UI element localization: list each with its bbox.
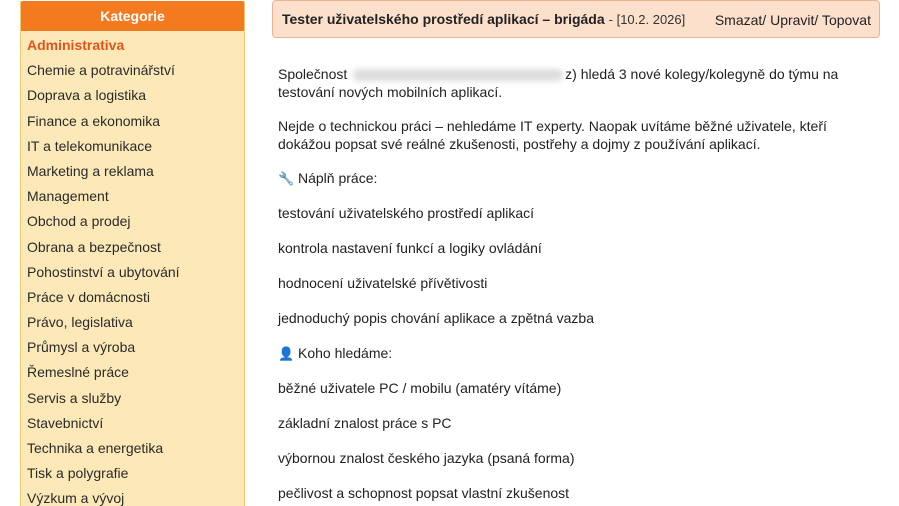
section-candidates-title	[278, 336, 880, 371]
list-item: základní znalost práce s PC	[278, 415, 452, 431]
intro-paragraph	[278, 66, 880, 101]
sidebar-item-prumysl[interactable]: Průmysl a výroba	[27, 339, 136, 356]
sidebar-header: Kategorie	[21, 1, 244, 31]
sidebar-item-tisk[interactable]: Tisk a polygrafie	[27, 465, 129, 482]
sidebar-item-domacnost[interactable]: Práce v domácnosti	[27, 288, 150, 305]
list-item: jednoduchý popis chování aplikace a zpětná vazba	[278, 310, 594, 326]
list-item: hodnocení uživatelské přívětivosti	[278, 275, 488, 291]
description-paragraph: Nejde o technickou práci – nehledáme IT experty. Naopak uvítáme běžné uživatele, kteří dokážou popsat své reálné zkušenosti, postřehy a dojmy z používání aplikací.	[278, 118, 827, 152]
list-item: kontrola nastavení funkcí a logiky ovládání	[278, 240, 542, 256]
edit-link[interactable]: Upravit/	[770, 12, 819, 28]
job-title: Tester uživatelského prostředí aplikací – brigáda	[282, 11, 605, 27]
sidebar-item-it[interactable]: IT a telekomunikace	[27, 137, 153, 154]
sidebar-item-marketing[interactable]: Marketing a reklama	[27, 162, 154, 179]
list-item: pečlivost a schopnost popsat vlastní zkušenost	[278, 485, 570, 501]
sidebar-item-remeslne[interactable]: Řemeslné práce	[27, 364, 129, 381]
section-candidates-label: Koho hledáme:	[298, 345, 393, 361]
delete-link[interactable]: Smazat/	[714, 12, 767, 28]
sidebar-item-management[interactable]: Management	[27, 188, 109, 205]
wrench-icon: 🔧	[278, 171, 295, 186]
sidebar-item-servis[interactable]: Servis a služby	[27, 389, 122, 406]
category-list	[21, 31, 244, 506]
sidebar-item-doprava[interactable]: Doprava a logistika	[27, 87, 147, 104]
sidebar-item-technika[interactable]: Technika a energetika	[27, 440, 164, 456]
job-detail	[272, 0, 880, 506]
sidebar-item-vyzkum[interactable]: Výzkum a vývoj	[27, 490, 125, 506]
sidebar-item-stavebnictvi[interactable]: Stavebnictví	[27, 414, 104, 431]
sidebar-item-obrana[interactable]: Obrana a bezpečnost	[27, 238, 161, 255]
sidebar-item-obchod[interactable]: Obchod a prodej	[27, 213, 131, 230]
category-sidebar	[20, 1, 245, 506]
list-item: běžné uživatele PC / mobilu (amatéry vítáme)	[278, 380, 562, 396]
sidebar-item-pohostinstvi[interactable]: Pohostinství a ubytování	[27, 263, 180, 280]
sidebar-item-pravo[interactable]: Právo, legislativa	[27, 314, 133, 331]
list-item: testování uživatelského prostředí aplikací	[278, 205, 535, 221]
job-date: - [10.2. 2026]	[608, 11, 686, 27]
job-description	[272, 38, 880, 506]
sidebar-item-administrativa[interactable]: Administrativa	[27, 37, 125, 53]
intro-company-prefix: Společnost	[278, 66, 348, 82]
section-duties-title	[278, 161, 880, 196]
sidebar-item-chemie[interactable]: Chemie a potravinářství	[27, 62, 175, 79]
redacted-company-name	[353, 69, 563, 81]
job-title-bar	[272, 0, 880, 38]
sidebar-item-finance[interactable]: Finance a ekonomika	[27, 112, 161, 129]
person-icon: 👤	[278, 346, 295, 361]
intro-text: z) hledá 3 nové kolegy/kolegyně do týmu na testování nových mobilních aplikací.	[278, 66, 839, 100]
section-duties-label: Náplň práce:	[298, 170, 378, 186]
list-item: výbornou znalost českého jazyka (psaná forma)	[278, 450, 575, 466]
job-actions	[715, 1, 871, 39]
promote-link[interactable]: Topovat	[821, 12, 871, 28]
